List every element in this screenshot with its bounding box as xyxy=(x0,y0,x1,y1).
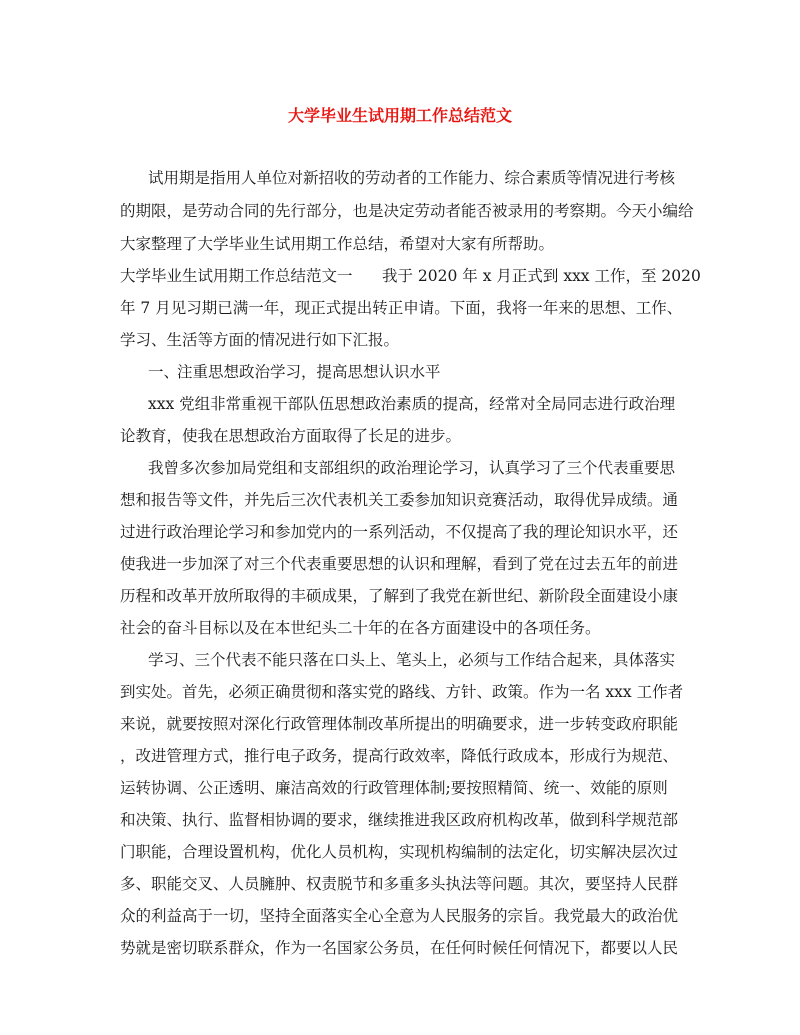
paragraph-line: 门职能，合理设置机构，优化人员机构，实现机构编制的法定化，切实解决层次过 xyxy=(120,843,679,861)
paragraph-line: 我曾多次参加局党组和支部组织的政治理论学习，认真学习了三个代表重要思 xyxy=(148,459,676,477)
paragraph-line: 使我进一步加深了对三个代表重要思想的认识和理解，看到了党在过去五年的前进 xyxy=(120,555,679,573)
sample-line: 年 7 月见习期已满一年，现正式提出转正申请。下面，我将一年来的思想、工作、 xyxy=(120,299,683,317)
intro-line: 大家整理了大学毕业生试用期工作总结，希望对大家有所帮助。 xyxy=(120,235,555,253)
paragraph-line: 和决策、执行、监督相协调的要求，继续推进我区政府机构改革，做到科学规范部 xyxy=(120,811,679,829)
paragraph-line: 众的利益高于一切，坚持全面落实全心全意为人民服务的宗旨。我党最大的政治优 xyxy=(120,907,679,925)
intro-line: 的期限，是劳动合同的先行部分，也是决定劳动者能否被录用的考察期。今天小编给 xyxy=(120,202,694,220)
paragraph-line: 历程和改革开放所取得的丰硕成果，了解到了我党在新世纪、新阶段全面建设小康 xyxy=(120,587,679,605)
section-heading xyxy=(148,362,440,382)
paragraph-line: 过进行政治理论学习和参加党内的一系列活动，不仅提高了我的理论知识水平，还 xyxy=(120,523,679,541)
sample-line: 学习、生活等方面的情况进行如下汇报。 xyxy=(120,331,400,349)
paragraph-line: 来说，就要按照对深化行政管理体制改革所提出的明确要求，进一步转变政府职能 xyxy=(120,715,679,733)
paragraph-line: 运转协调、公正透明、廉洁高效的行政管理体制;要按照精简、统一、效能的原则 xyxy=(120,779,668,797)
paragraph-line: ，改进管理方式，推行电子政务，提高行政效率，降低行政成本，形成行为规范、 xyxy=(120,747,679,765)
sample-line: 我于 2020 年 x 月正式到 xxx 工作，至 2020 xyxy=(382,267,701,285)
section-number: 一、 xyxy=(148,363,180,381)
paragraph-line: 势就是密切联系群众，作为一名国家公务员，在任何时候任何情况下，都要以人民 xyxy=(120,939,679,957)
paragraph-line: xxx 党组非常重视干部队伍思想政治素质的提高，经常对全局同志进行政治理 xyxy=(148,395,676,413)
paragraph-line: 到实处。首先，必须正确贯彻和落实党的路线、方针、政策。作为一名 xxx 工作者 xyxy=(120,683,684,701)
paragraph-line: 多、职能交叉、人员臃肿、权责脱节和多重多头执法等问题。其次，要坚持人民群 xyxy=(120,875,679,893)
paragraph-line: 社会的奋斗目标以及在本世纪头二十年的在各方面建设中的各项任务。 xyxy=(120,619,601,637)
sample-label: 大学毕业生试用期工作总结范文一 xyxy=(120,267,353,285)
intro-line: 试用期是指用人单位对新招收的劳动者的工作能力、综合素质等情况进行考核 xyxy=(148,169,676,187)
paragraph-line: 想和报告等文件，并先后三次代表机关工委参加知识竞赛活动，取得优异成绩。通 xyxy=(120,491,679,509)
section-heading-text: 注重思想政治学习，提高思想认识水平 xyxy=(176,363,441,381)
paragraph-line: 学习、三个代表不能只落在口头上、笔头上，必须与工作结合起来，具体落实 xyxy=(148,651,676,669)
paragraph-line: 论教育，使我在思想政治方面取得了长足的进步。 xyxy=(120,427,462,445)
document-title: 大学毕业生试用期工作总结范文 xyxy=(287,106,512,125)
